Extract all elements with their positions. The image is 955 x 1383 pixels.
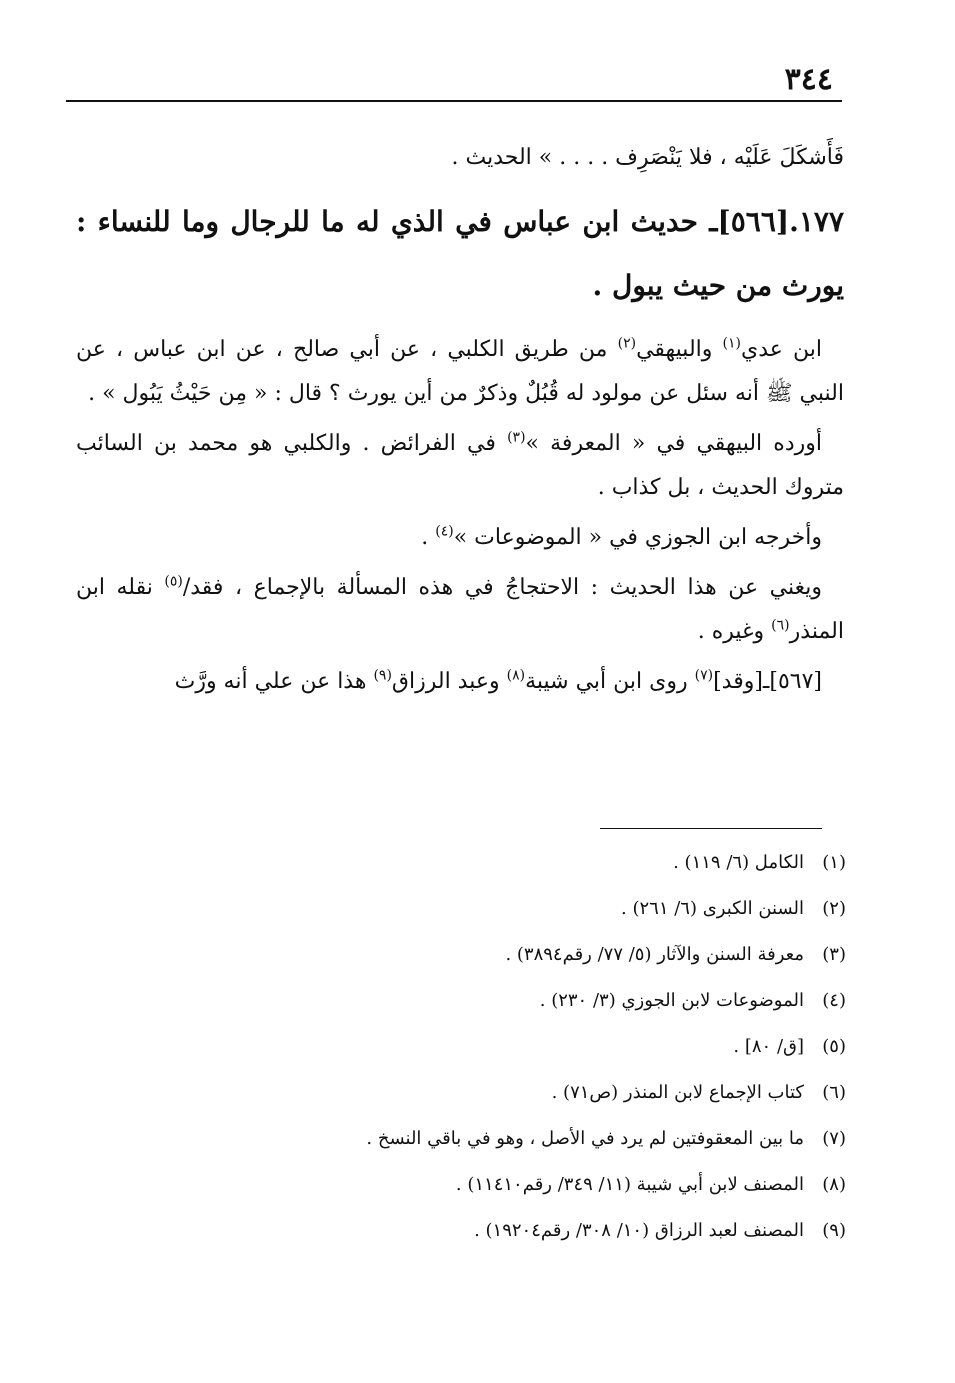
footnote-number: (٨) (822, 1174, 846, 1195)
footnote-number: (٧) (822, 1128, 846, 1149)
footnote-number: (١) (822, 852, 846, 873)
p1-text-1: ابن عدي (740, 337, 822, 362)
p5-text-2: روى ابن أبي شيبة (525, 669, 695, 694)
p5-text-1: [٥٦٧]ـ[وقد] (713, 669, 822, 694)
paragraph-2 (76, 422, 844, 510)
footnote-item (300, 1036, 846, 1082)
footnote-ref-1: (١) (722, 335, 741, 352)
footnote-text: الموضوعات لابن الجوزي (٣/ ٢٣٠) . (539, 990, 804, 1011)
header-rule (66, 100, 842, 102)
page-number: ٣٤٤ (784, 62, 833, 97)
footnote-number: (٩) (822, 1220, 846, 1241)
footnote-text: [ق/ ٨٠] . (733, 1036, 804, 1057)
footnote-text: معرفة السنن والآثار (٥/ ٧٧/ رقم٣٨٩٤) . (505, 944, 804, 965)
footnote-ref-4: (٤) (435, 523, 454, 540)
footnote-item (300, 944, 846, 990)
footnote-ref-9: (٩) (373, 667, 392, 684)
p4-text-2: نقله ابن المنذر (76, 575, 844, 644)
footnote-text: المصنف لابن أبي شيبة (١١/ ٣٤٩/ رقم١١٤١٠) . (455, 1174, 804, 1195)
footnote-ref-6: (٦) (771, 617, 790, 634)
footnote-number: (٦) (822, 1082, 846, 1103)
paragraph-3 (76, 516, 844, 560)
footnote-item (300, 898, 846, 944)
footnote-text: المصنف لعبد الرزاق (١٠/ ٣٠٨/ رقم١٩٢٠٤) . (474, 1220, 804, 1241)
footnote-ref-5: (٥) (164, 573, 183, 590)
footnote-ref-8: (٨) (506, 667, 526, 684)
paragraph-1 (76, 328, 844, 416)
p1-text-3: من طريق الكلبي ، عن أبي صالح ، عن ابن عباس ، عن النبي ﷺ أنه سئل عن مولود له قُبُلٌ وذكرٌ من أين يورث ؟ قال : « مِن حَيْثُ يَبُول » . (76, 337, 844, 406)
footnote-number: (٣) (822, 944, 846, 965)
paragraph-5 (76, 660, 844, 704)
footnote-ref-3: (٣) (507, 429, 526, 446)
p2-text-1: أورده البيهقي في « المعرفة » (525, 431, 822, 456)
p5-text-4: هذا عن علي أنه ورَّث (174, 669, 374, 694)
main-text (76, 136, 844, 710)
footnote-item (300, 1174, 846, 1220)
text-line-top: فَأَشكَلَ عَلَيْه ، فلا يَنْصَرِف . . . . » الحديث . (451, 145, 844, 170)
p2-text-2: في الفرائض . والكلبي هو محمد بن السائب متروك الحديث ، بل كذاب . (76, 431, 844, 500)
footnote-number: (٥) (822, 1036, 846, 1057)
p3-text-2: . (421, 525, 436, 550)
footnote-ref-2: (٢) (617, 335, 637, 352)
footnote-ref-7: (٧) (694, 667, 714, 684)
footnote-item (300, 990, 846, 1036)
footnote-separator (600, 828, 822, 829)
p5-text-3: وعبد الرزاق (391, 669, 507, 694)
footnote-text: السنن الكبرى (٦/ ٢٦١) . (621, 898, 804, 919)
p3-text-1: وأخرجه ابن الجوزي في « الموضوعات » (453, 525, 822, 550)
paragraph-4 (76, 566, 844, 654)
p4-text-3: وغيره . (697, 619, 772, 644)
footnote-item (300, 1082, 846, 1128)
footnote-item (300, 1128, 846, 1174)
footnote-item (300, 852, 846, 898)
footnote-item (300, 1220, 846, 1266)
hadith-heading: ١٧٧.[٥٦٦]ـ حديث ابن عباس في الذي له ما للرجال وما للنساء : يورث من حيث يبول . (76, 205, 844, 302)
footnote-text: كتاب الإجماع لابن المنذر (ص٧١) . (551, 1082, 804, 1103)
p1-text-2: والبيهقي (636, 337, 723, 362)
footnotes (300, 852, 846, 1266)
footnote-text: ما بين المعقوفتين لم يرد في الأصل ، وهو في باقي النسخ . (366, 1128, 804, 1149)
footnote-text: الكامل (٦/ ١١٩) . (673, 852, 804, 873)
footnote-number: (٤) (822, 990, 846, 1011)
footnote-number: (٢) (822, 898, 846, 919)
p4-text-1: ويغني عن هذا الحديث : الاحتجاجُ في هذه المسألة بالإجماع ، فقد/ (182, 575, 822, 600)
